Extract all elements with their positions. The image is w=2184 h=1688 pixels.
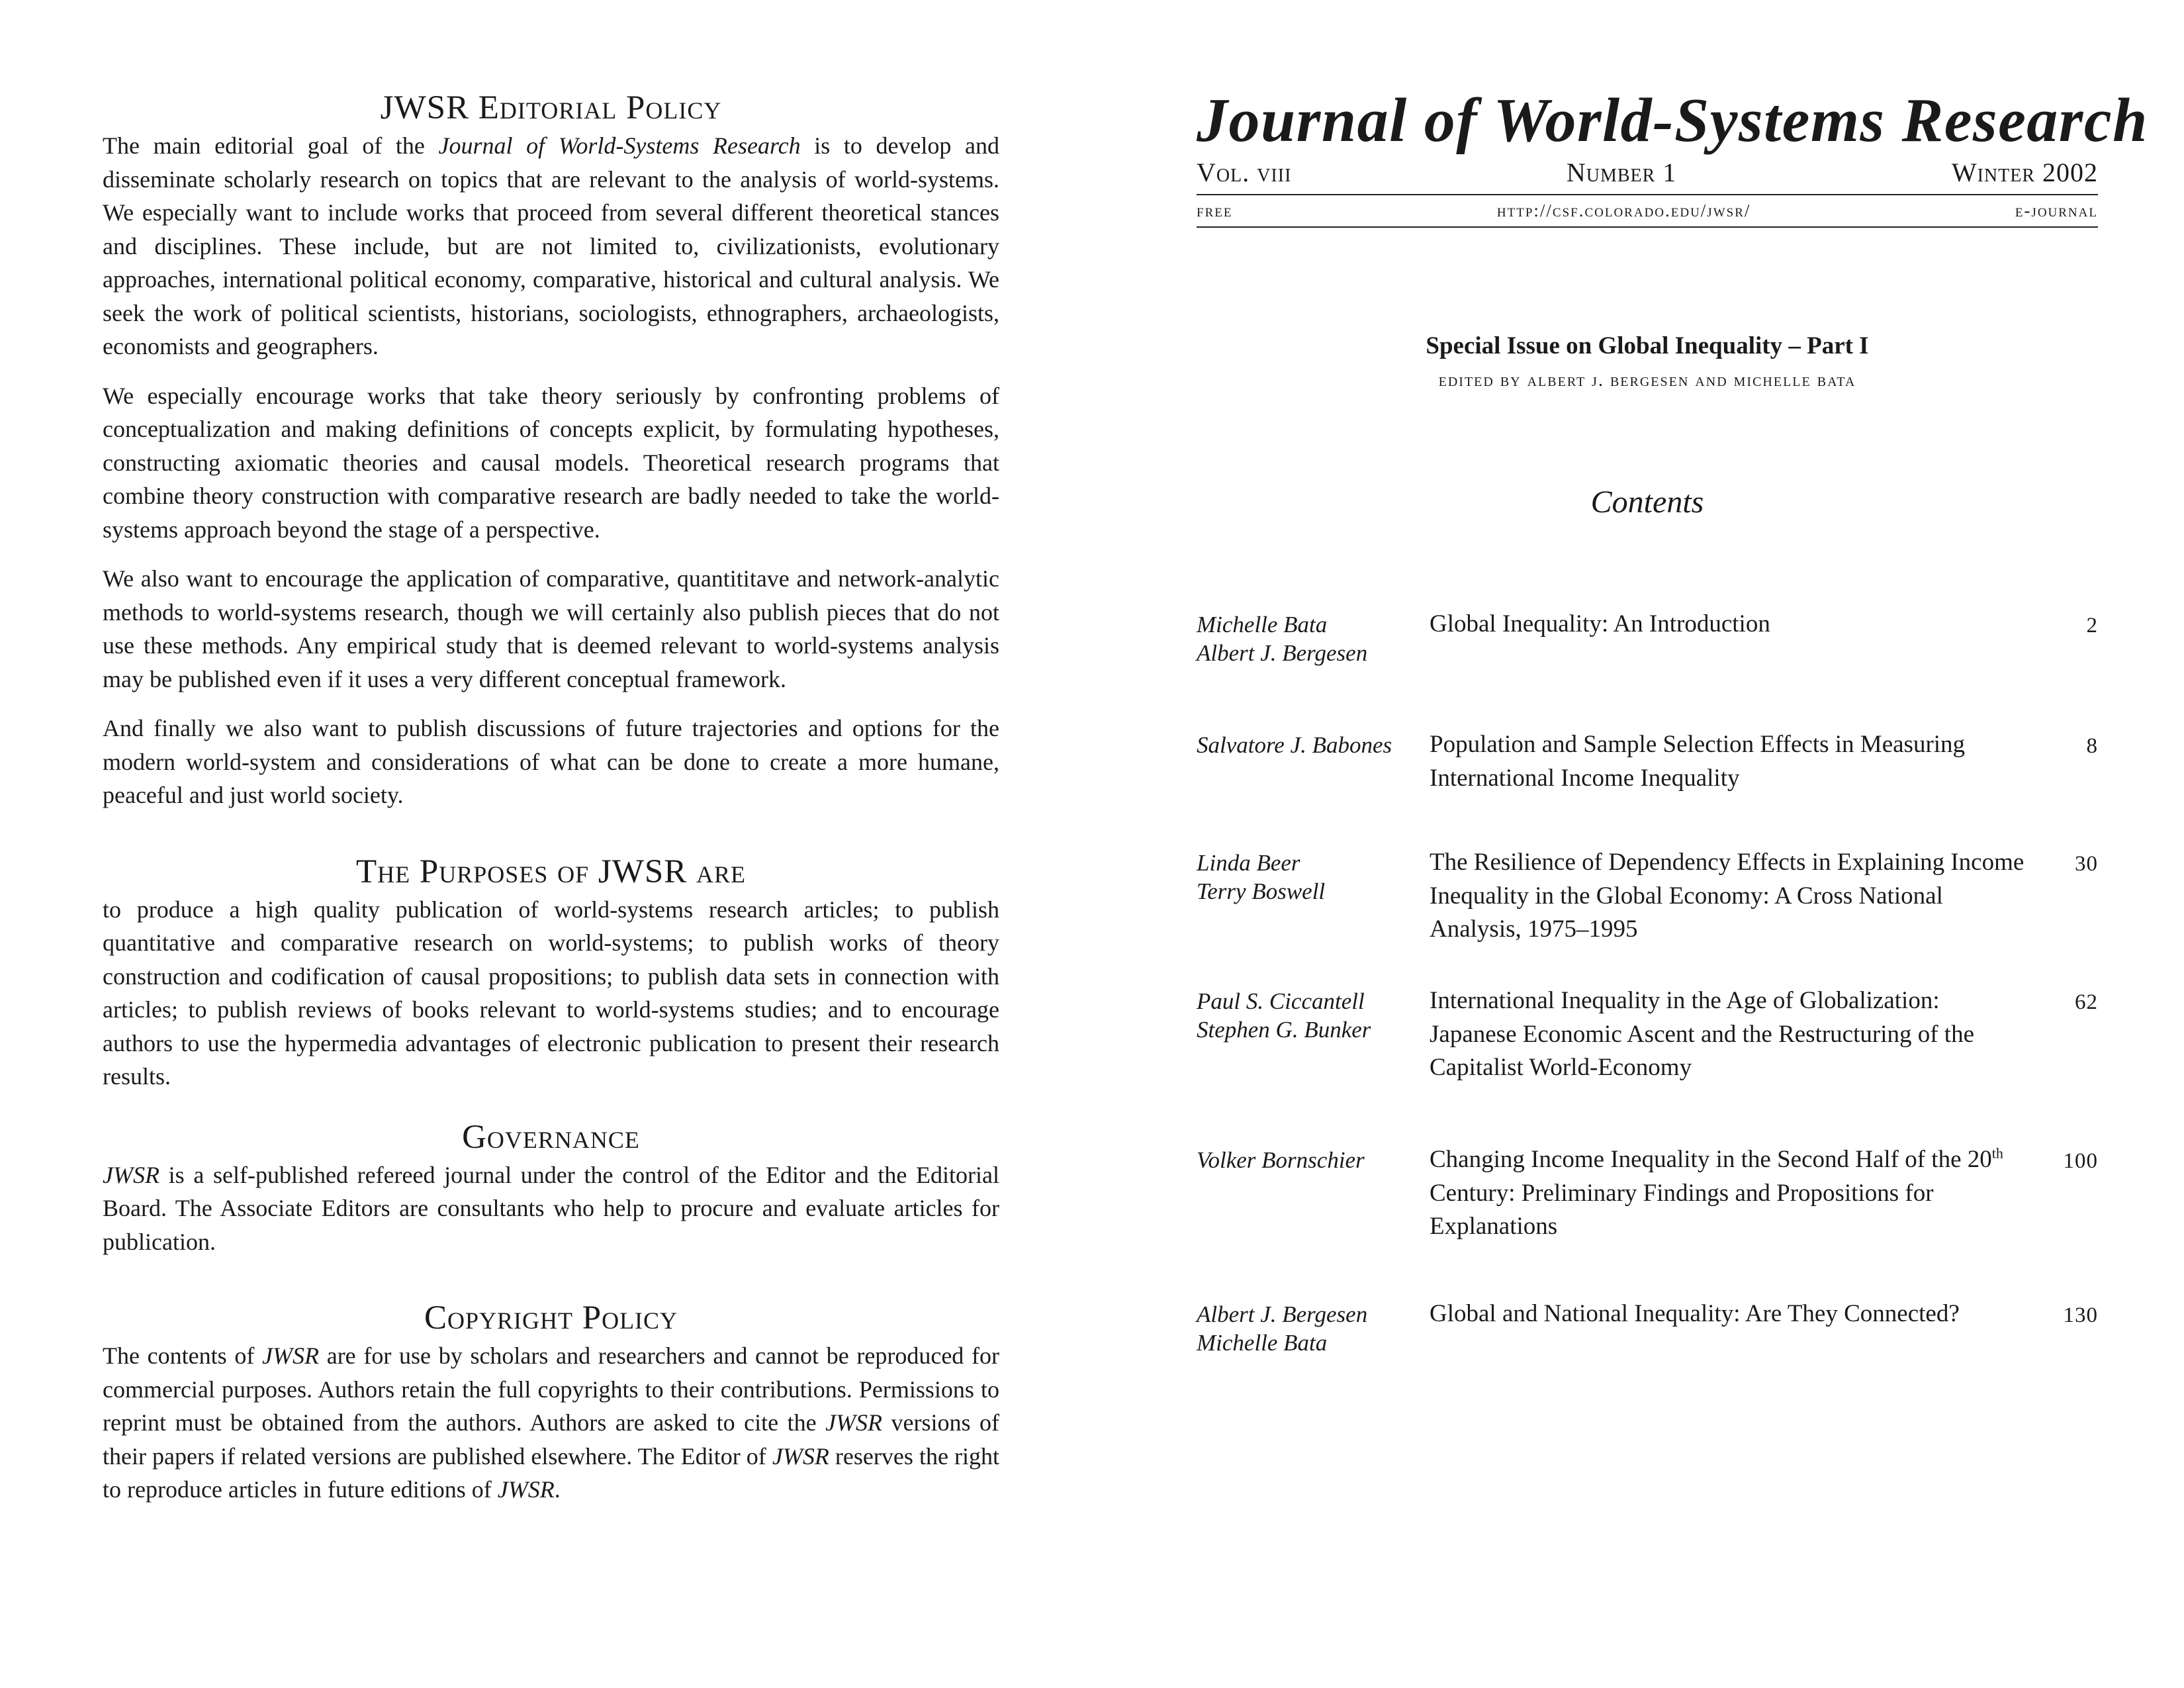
policy-p1-pre: The main editorial goal of the [103, 132, 439, 160]
toc-author: Linda Beer [1197, 850, 1300, 876]
masthead-issue-row [1197, 160, 2098, 186]
copyright-jwsr-3: JWSR [772, 1442, 829, 1470]
masthead-rule-top [1197, 194, 2098, 195]
toc-authors [1197, 849, 1415, 906]
copyright-t4: reserves the right to reproduce articles in future editions of [103, 1442, 999, 1503]
editorial-policy-paragraph-1 [103, 129, 999, 363]
governance-body: is a self-published refereed journal under the control of the Editor and the Editorial Board. The Associate Editors are consultants who help to procure and evaluate articles for publication. [103, 1161, 999, 1255]
toc-authors [1197, 987, 1415, 1044]
editorial-policy-paragraph-4: And finally we also want to publish discussions of future trajectories and options for the modern world-system and considerations of what can be done to create a more humane, peaceful and just world society. [103, 715, 999, 809]
toc-article-title[interactable] [1430, 1143, 2025, 1244]
toc-article-title[interactable]: Global and National Inequality: Are They Connected? [1430, 1300, 1960, 1327]
contents-heading: Contents [1590, 485, 1704, 520]
toc-article-title[interactable]: The Resilience of Dependency Effects in Explaining Income Inequality in the Global Economy: A Cross National Analysis, 1975–1995 [1430, 849, 2025, 943]
policy-p1-journal-name: Journal of World-Systems Research [438, 132, 801, 160]
toc-author: Salvatore J. Babones [1197, 732, 1392, 758]
edited-by-line: edited by albert j. bergesen and michelle bata [1438, 370, 1856, 391]
toc-title-superscript: th [1991, 1145, 2003, 1162]
free-label: free [1197, 201, 1233, 220]
editorial-policy-paragraph-3: We also want to encourage the application of comparative, quantititave and network-analytic methods to world-systems research, though we will certainly also publish pieces that do not use these methods. Any empirical study that is deemed relevant to world-systems analysis may be published even if it uses a very different conceptual framework. [103, 565, 999, 692]
copyright-heading: Copyright Policy [424, 1299, 678, 1337]
governance-heading: Governance [462, 1118, 640, 1156]
editorial-policy-paragraph-2: We especially encourage works that take theory seriously by confronting problems of conceptualization and making definitions of concepts explicit, by formulating hypotheses, constructing axiomatic theories and causal models. Theoretical research programs that combine theory construction with comparative research are badly needed to take the world-systems approach beyond the stage of a perspective. [103, 382, 999, 543]
toc-authors [1197, 610, 1415, 667]
toc-author: Michelle Bata [1197, 612, 1328, 637]
governance-paragraph [103, 1158, 999, 1259]
copyright-jwsr-2: JWSR [825, 1409, 883, 1436]
toc-article-title[interactable]: Population and Sample Selection Effects in Measuring International Income Inequality [1430, 731, 1966, 792]
toc-page-number: 100 [2063, 1149, 2098, 1173]
left-page [103, 89, 999, 1507]
toc-page-number: 2 [2086, 614, 2098, 637]
right-page [1197, 86, 2148, 520]
toc-authors [1197, 1146, 1415, 1174]
purposes-paragraph: to produce a high quality publication of world-systems research articles; to publish quantitative and comparative research on world-systems; to publish works of theory construction and codification of causal propositions; to publish data sets in connection with articles; to publish reviews of books relevant to world-systems studies; and to encourage authors to use the hypermedia advantages of electronic publication to present their research results. [103, 896, 999, 1090]
toc-page-number: 8 [2086, 734, 2098, 758]
masthead-rule-bottom [1197, 226, 2098, 228]
toc-author: Michelle Bata [1197, 1330, 1328, 1356]
copyright-jwsr-1: JWSR [262, 1342, 320, 1370]
ejournal-label: e-journal [2015, 201, 2098, 220]
toc-title-pre: Changing Income Inequality in the Second Half of the 20 [1430, 1146, 1992, 1173]
copyright-paragraph [103, 1339, 999, 1507]
purposes-heading: The Purposes of JWSR are [356, 853, 746, 890]
governance-jwsr: JWSR [103, 1161, 159, 1188]
toc-authors [1197, 731, 1415, 759]
copyright-t2: are for use by scholars and researchers and cannot be reproduced for commercial purposes. Authors retain the full copyrights to their contributions. Permissions to reprint must be obtained from the authors. Authors are asked to cite the [103, 1342, 999, 1436]
toc-authors [1197, 1300, 1415, 1357]
volume-label: Vol. viii [1197, 158, 1292, 187]
issue-date-label: Winter 2002 [1951, 158, 2098, 187]
policy-p1-post: is to develop and disseminate scholarly research on topics that are relevant to the analysis of world-systems. We especially want to include works that proceed from several different theoretical stances and disciplines. These include, but are not limited to, civilizationists, evolutionary approaches, international political economy, comparative, historical and cultural analysis. We seek the work of political scientists, historians, sociologists, ethnographers, archaeologists, economists and geographers. [103, 132, 999, 360]
toc-author: Volker Bornschier [1197, 1147, 1365, 1173]
toc-page-number: 130 [2063, 1303, 2098, 1327]
masthead-meta-row [1197, 202, 2098, 220]
special-issue-title: Special Issue on Global Inequality – Part I [1426, 332, 1869, 359]
copyright-t1: The contents of [103, 1342, 263, 1370]
toc-title-post: Century: Preliminary Findings and Propositions for Explanations [1430, 1179, 1934, 1240]
toc-author: Albert J. Bergesen [1197, 640, 1368, 666]
toc-author: Terry Boswell [1197, 878, 1326, 904]
journal-title: Journal of World-Systems Research [1197, 86, 2148, 155]
copyright-jwsr-4: JWSR [497, 1476, 555, 1503]
toc-author: Stephen G. Bunker [1197, 1017, 1371, 1043]
copyright-t3: versions of their papers if related versions are published elsewhere. The Editor of [103, 1409, 1000, 1470]
toc-author: Albert J. Bergesen [1197, 1301, 1368, 1327]
toc-page-number: 30 [2075, 852, 2098, 876]
editorial-policy-heading: JWSR Editorial Policy [380, 89, 722, 126]
number-label: Number 1 [1566, 158, 1677, 187]
copyright-t5: . [554, 1476, 561, 1503]
journal-url-link[interactable]: http://csf.colorado.edu/jwsr/ [1496, 201, 1751, 220]
toc-article-title[interactable]: Global Inequality: An Introduction [1430, 610, 1770, 637]
toc-author: Paul S. Ciccantell [1197, 988, 1365, 1014]
toc-article-title[interactable]: International Inequality in the Age of Globalization: Japanese Economic Ascent and the Restructuring of the Capitalist World-Economy [1430, 987, 1974, 1081]
toc-page-number: 62 [2075, 990, 2098, 1014]
